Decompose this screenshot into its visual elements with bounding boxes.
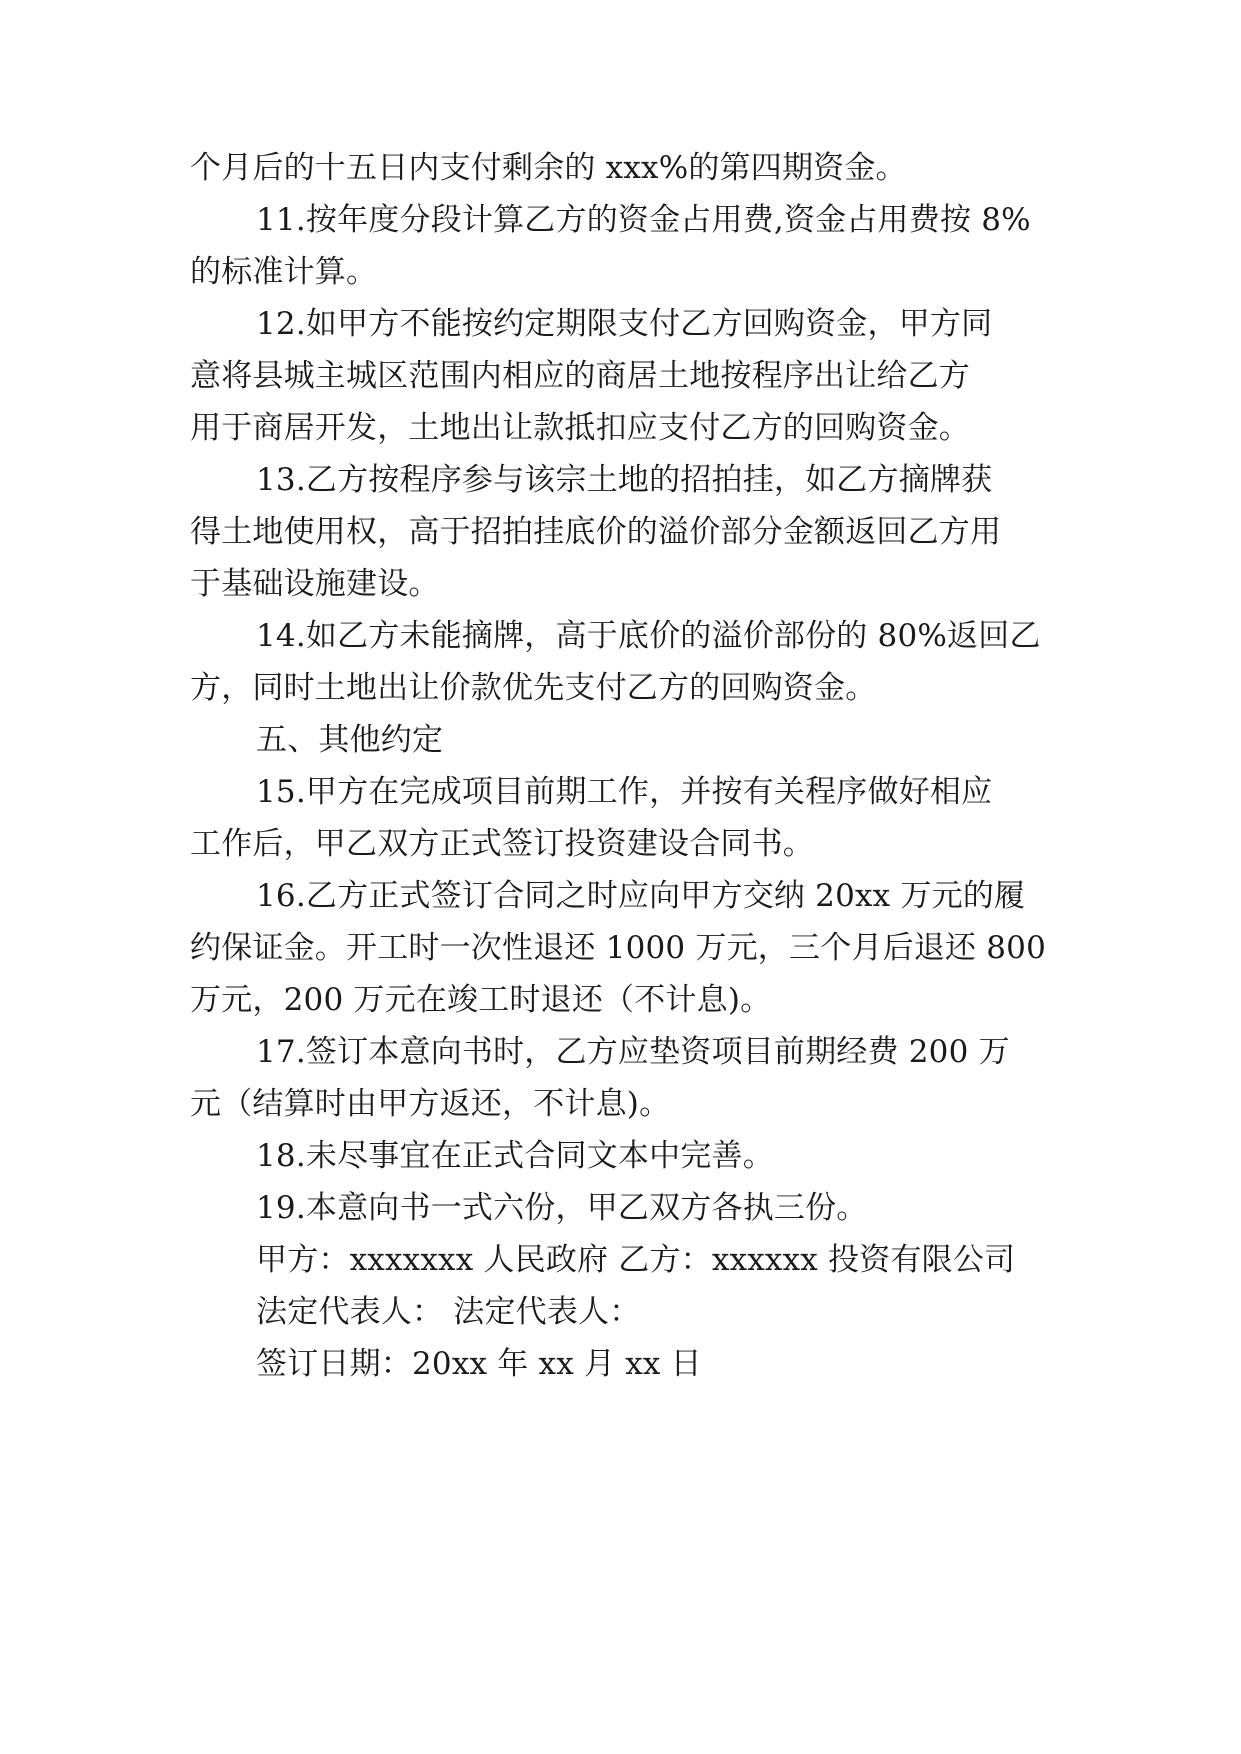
clause-12-line-1: 12.如甲方不能按约定期限支付乙方回购资金，甲方同 bbox=[256, 306, 993, 342]
clause-12-line-3: 用于商居开发，土地出让款抵扣应支付乙方的回购资金。 bbox=[190, 410, 970, 446]
clause-15-line-1: 15.甲方在完成项目前期工作，并按有关程序做好相应 bbox=[256, 774, 993, 810]
clause-13-line-2: 得土地使用权，高于招拍挂底价的溢价部分金额返回乙方用 bbox=[190, 514, 1002, 550]
signature-date: 签订日期：20xx 年 xx 月 xx 日 bbox=[256, 1346, 702, 1382]
clause-15-line-2: 工作后，甲乙双方正式签订投资建设合同书。 bbox=[190, 826, 814, 862]
clause-16-line-3: 万元，200 万元在竣工时退还（不计息)。 bbox=[190, 982, 772, 1018]
clause-14-line-2: 方，同时土地出让价款优先支付乙方的回购资金。 bbox=[190, 670, 877, 706]
clause-11-line-2: 的标准计算。 bbox=[190, 254, 378, 290]
clause-17-line-1: 17.签订本意向书时，乙方应垫资项目前期经费 200 万 bbox=[256, 1034, 1010, 1070]
clause-13-line-1: 13.乙方按程序参与该宗土地的招拍挂，如乙方摘牌获 bbox=[256, 462, 993, 498]
section-5-heading: 五、其他约定 bbox=[256, 722, 444, 758]
signature-parties: 甲方：xxxxxxx 人民政府 乙方：xxxxxx 投资有限公司 bbox=[256, 1242, 1016, 1278]
clause-18: 18.未尽事宜在正式合同文本中完善。 bbox=[256, 1138, 774, 1174]
clause-11-line-1: 11.按年度分段计算乙方的资金占用费,资金占用费按 8% bbox=[256, 202, 1031, 238]
clause-17-line-2: 元（结算时由甲方返还，不计息)。 bbox=[190, 1086, 671, 1122]
clause-19: 19.本意向书一式六份，甲乙双方各执三份。 bbox=[256, 1190, 868, 1226]
clause-16-line-1: 16.乙方正式签订合同之时应向甲方交纳 20xx 万元的履 bbox=[256, 878, 1026, 914]
clause-14-line-1: 14.如乙方未能摘牌，高于底价的溢价部份的 80%返回乙 bbox=[256, 618, 1041, 654]
clause-16-line-2: 约保证金。开工时一次性退还 1000 万元，三个月后退还 800 bbox=[190, 930, 1047, 966]
signature-representatives: 法定代表人： 法定代表人： bbox=[256, 1294, 641, 1330]
clause-12-line-2: 意将县城主城区范围内相应的商居土地按程序出让给乙方 bbox=[190, 358, 970, 394]
clause-13-line-3: 于基础设施建设。 bbox=[190, 566, 440, 602]
paragraph-10-continuation: 个月后的十五日内支付剩余的 xxx%的第四期资金。 bbox=[190, 150, 907, 186]
